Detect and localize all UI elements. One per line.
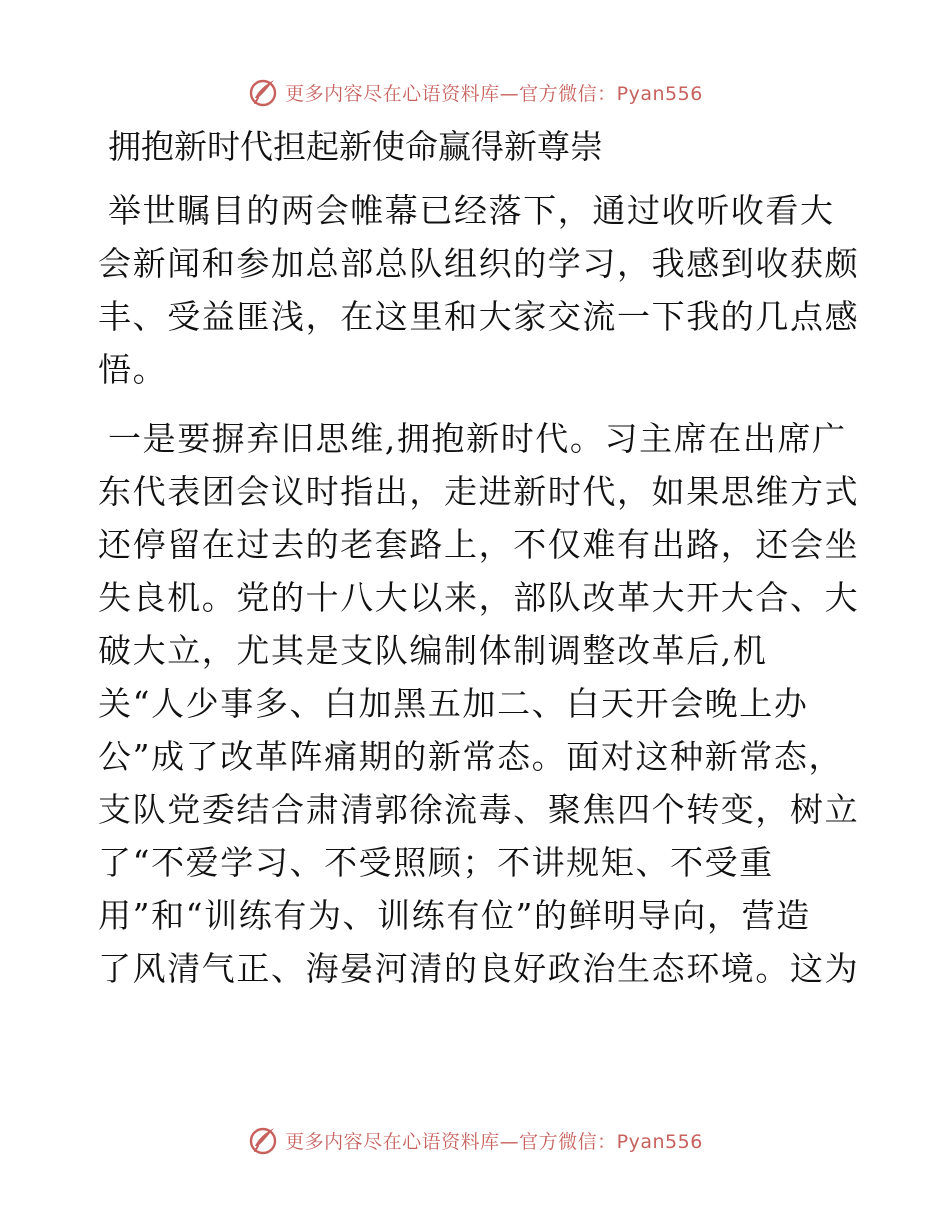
text-line: 破大立，尤其是支队编制体制调整改革后,机 <box>98 631 768 670</box>
text-line: 还停留在过去的老套路上，不仅难有出路，还会坐 <box>98 525 860 564</box>
text-line: 关“人少事多、白加黑五加二、白天开会晚上办 <box>98 684 809 723</box>
text-line: 公”成了改革阵痛期的新常态。面对这种新常态， <box>98 737 844 776</box>
text-line: 支队党委结合肃清郭徐流毒、聚焦四个转变，树立 <box>98 790 860 829</box>
text-line: 了“不爱学习、不受照顾；不讲规矩、不受重 <box>98 843 774 882</box>
text-line: 悟。 <box>98 350 168 389</box>
watermark-text: 更多内容尽在心语资料库—官方微信：Pyan556 <box>285 82 703 105</box>
footer-watermark <box>0 1120 950 1160</box>
text-line: 丰、受益匪浅，在这里和大家交流一下我的几点感 <box>98 297 860 336</box>
text-line: 东代表团会议时指出，走进新时代，如果思维方式 <box>98 472 860 511</box>
text-line: 会新闻和参加总部总队组织的学习，我感到收获颇 <box>98 244 860 283</box>
text-line: 失良机。党的十八大以来，部队改革大开大合、大 <box>98 578 860 617</box>
text-line: 用”和“训练有为、训练有位”的鲜明导向，营造 <box>98 896 811 935</box>
document-title: 拥抱新时代担起新使命赢得新尊崇 <box>108 127 603 166</box>
text-line: 了风清气正、海晏河清的良好政治生态环境。这为 <box>98 949 860 988</box>
text-line: 一是要摒弃旧思维,拥抱新时代。习主席在出席广 <box>108 419 847 458</box>
header-watermark <box>0 72 950 112</box>
paragraph <box>98 184 858 396</box>
watermark-text: 更多内容尽在心语资料库—官方微信：Pyan556 <box>285 1130 703 1153</box>
paragraph <box>98 412 858 995</box>
quill-logo-icon <box>247 76 279 108</box>
text-line: 举世瞩目的两会帷幕已经落下，通过收听收看大 <box>108 191 835 230</box>
quill-logo-icon <box>247 1124 279 1156</box>
document-body <box>98 122 858 1011</box>
